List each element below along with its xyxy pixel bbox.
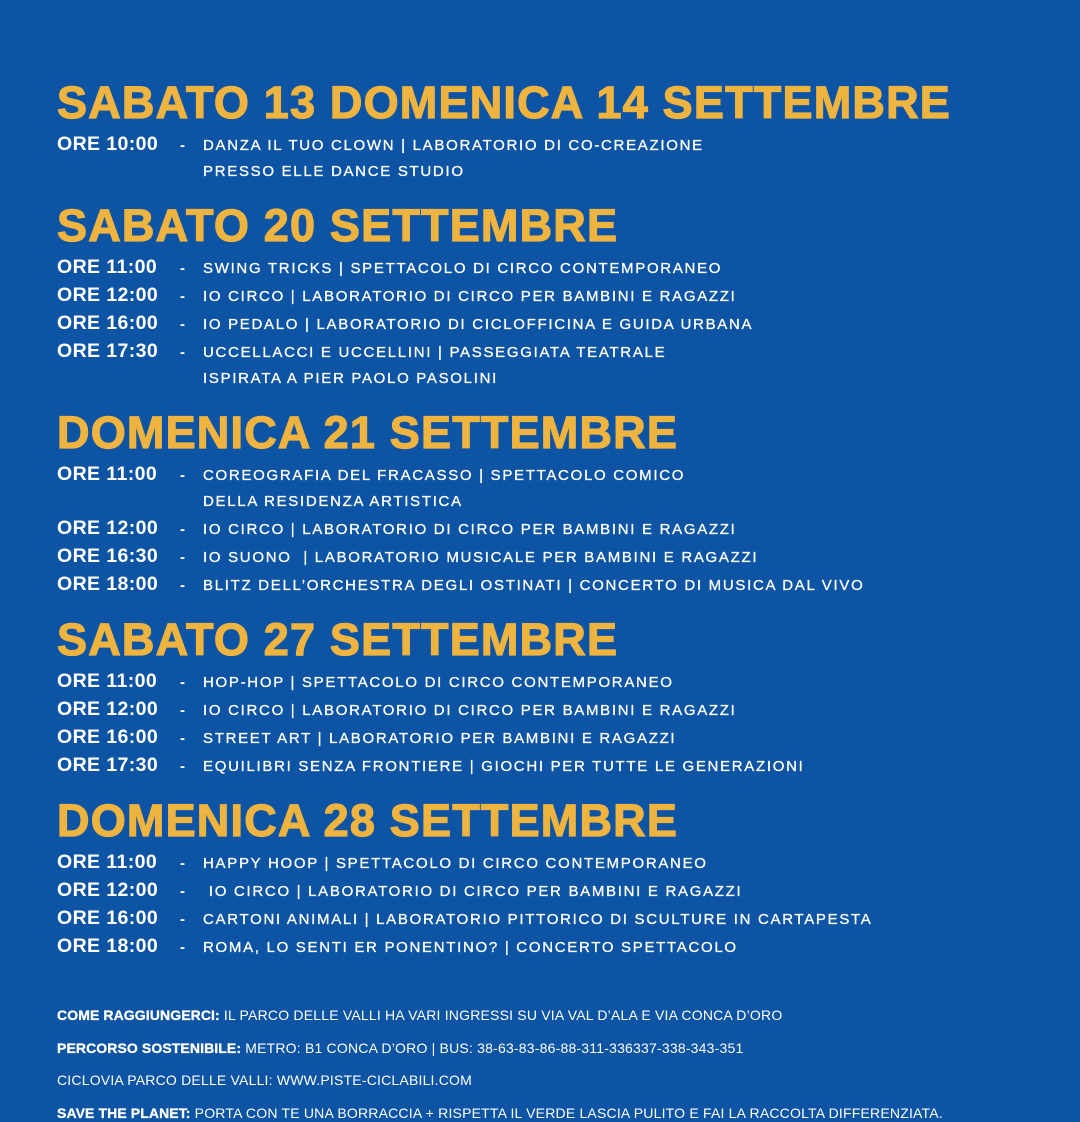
- event-row: [57, 696, 1023, 724]
- event-description: [203, 517, 737, 543]
- schedule-day-section: [57, 203, 1023, 392]
- event-time: ORE 16:00: [57, 724, 158, 750]
- dash-separator: -: [180, 545, 185, 571]
- event-time: ORE 18:00: [57, 571, 158, 597]
- event-description: [203, 312, 753, 338]
- event-time-cell: [57, 905, 203, 933]
- day-heading: SABATO 13 DOMENICA 14 SETTEMBRE: [57, 80, 1023, 125]
- event-description: [203, 851, 708, 877]
- event-time-cell: [57, 668, 203, 696]
- schedule-day-section: [57, 798, 1023, 961]
- dash-separator: -: [180, 851, 185, 877]
- event-description: [203, 670, 674, 696]
- event-description-line: DANZA IL TUO CLOWN | LABORATORIO DI CO-CREAZIONE: [203, 133, 704, 159]
- event-list: [57, 131, 1023, 185]
- event-description: [203, 879, 742, 905]
- footer-label: SAVE THE PLANET:: [57, 1105, 191, 1121]
- event-row: [57, 724, 1023, 752]
- dash-separator: -: [180, 670, 185, 696]
- footer-info: [57, 1006, 1023, 1122]
- event-description-line: IO CIRCO | LABORATORIO DI CIRCO PER BAMBINI E RAGAZZI: [203, 879, 742, 905]
- dash-separator: -: [180, 907, 185, 933]
- event-time-cell: [57, 515, 203, 543]
- event-description: [203, 545, 758, 571]
- event-row: [57, 131, 1023, 185]
- schedule-day-section: [57, 80, 1023, 185]
- footer-line-cycleway: [57, 1071, 1023, 1090]
- event-time: ORE 16:00: [57, 310, 158, 336]
- event-description-line: ROMA, LO SENTI ER PONENTINO? | CONCERTO SPETTACOLO: [203, 935, 738, 961]
- footer-text: IL PARCO DELLE VALLI HA VARI INGRESSI SU VIA VAL D’ALA E VIA CONCA D’ORO: [220, 1007, 783, 1023]
- event-description: [203, 935, 738, 961]
- event-description-line: UCCELLACCI E UCCELLINI | PASSEGGIATA TEATRALE: [203, 340, 666, 366]
- event-time-cell: [57, 254, 203, 282]
- event-time-cell: [57, 131, 203, 159]
- event-time-cell: [57, 696, 203, 724]
- schedule-day-section: [57, 617, 1023, 780]
- dash-separator: -: [180, 256, 185, 282]
- footer-line-directions: [57, 1006, 1023, 1025]
- event-time: ORE 11:00: [57, 461, 157, 487]
- event-description-line: IO CIRCO | LABORATORIO DI CIRCO PER BAMBINI E RAGAZZI: [203, 517, 737, 543]
- event-row: [57, 905, 1023, 933]
- dash-separator: -: [180, 879, 185, 905]
- event-description-line: PRESSO ELLE DANCE STUDIO: [203, 159, 704, 185]
- footer-label: COME RAGGIUNGERCI:: [57, 1007, 220, 1023]
- event-description-line: IO SUONO | LABORATORIO MUSICALE PER BAMBINI E RAGAZZI: [203, 545, 758, 571]
- event-row: [57, 849, 1023, 877]
- event-time-cell: [57, 310, 203, 338]
- footer-label: PERCORSO SOSTENIBILE:: [57, 1040, 241, 1056]
- footer-text: PORTA CON TE UNA BORRACCIA + RISPETTA IL VERDE LASCIA PULITO E FAI LA RACCOLTA DIFFERENZIATA.: [191, 1105, 943, 1121]
- event-description-line: SWING TRICKS | SPETTACOLO DI CIRCO CONTEMPORANEO: [203, 256, 722, 282]
- event-time: ORE 12:00: [57, 877, 158, 903]
- event-description: [203, 340, 666, 392]
- event-row: [57, 571, 1023, 599]
- dash-separator: -: [180, 698, 185, 724]
- event-row: [57, 282, 1023, 310]
- event-description-line: STREET ART | LABORATORIO PER BAMBINI E RAGAZZI: [203, 726, 676, 752]
- event-row: [57, 933, 1023, 961]
- event-description: [203, 698, 737, 724]
- event-description: [203, 284, 737, 310]
- event-time: ORE 12:00: [57, 515, 158, 541]
- event-description: [203, 726, 676, 752]
- event-time-cell: [57, 724, 203, 752]
- footer-line-sustainable-route: [57, 1039, 1023, 1058]
- event-row: [57, 668, 1023, 696]
- event-time-cell: [57, 933, 203, 961]
- event-time: ORE 11:00: [57, 849, 157, 875]
- schedule-day-section: [57, 410, 1023, 599]
- event-description-line: HAPPY HOOP | SPETTACOLO DI CIRCO CONTEMPORANEO: [203, 851, 708, 877]
- event-time: ORE 16:30: [57, 543, 158, 569]
- dash-separator: -: [180, 312, 185, 338]
- event-time: ORE 18:00: [57, 933, 158, 959]
- event-time: ORE 17:30: [57, 338, 158, 364]
- event-description-line: IO CIRCO | LABORATORIO DI CIRCO PER BAMBINI E RAGAZZI: [203, 284, 737, 310]
- event-row: [57, 877, 1023, 905]
- footer-text: METRO: B1 CONCA D’ORO | BUS: 38-63-83-86-88-311-336337-338-343-351: [241, 1040, 743, 1056]
- footer-line-save-the-planet: [57, 1104, 1023, 1122]
- event-time: ORE 16:00: [57, 905, 158, 931]
- event-description: [203, 907, 873, 933]
- dash-separator: -: [180, 133, 185, 159]
- event-time-cell: [57, 282, 203, 310]
- event-description-line: IO PEDALO | LABORATORIO DI CICLOFFICINA E GUIDA URBANA: [203, 312, 753, 338]
- event-time: ORE 12:00: [57, 282, 158, 308]
- event-row: [57, 543, 1023, 571]
- day-heading: SABATO 27 SETTEMBRE: [57, 617, 1023, 662]
- day-heading: DOMENICA 21 SETTEMBRE: [57, 410, 1023, 455]
- event-row: [57, 752, 1023, 780]
- event-time-cell: [57, 461, 203, 489]
- event-description-line: HOP-HOP | SPETTACOLO DI CIRCO CONTEMPORANEO: [203, 670, 674, 696]
- event-time-cell: [57, 543, 203, 571]
- event-time-cell: [57, 338, 203, 366]
- event-description-line: BLITZ DELL’ORCHESTRA DEGLI OSTINATI | CONCERTO DI MUSICA DAL VIVO: [203, 573, 864, 599]
- event-time-cell: [57, 849, 203, 877]
- dash-separator: -: [180, 754, 185, 780]
- event-description: [203, 754, 805, 780]
- footer-text: CICLOVIA PARCO DELLE VALLI: WWW.PISTE-CICLABILI.COM: [57, 1072, 472, 1088]
- event-description: [203, 256, 722, 282]
- dash-separator: -: [180, 935, 185, 961]
- dash-separator: -: [180, 340, 185, 366]
- event-description-line: COREOGRAFIA DEL FRACASSO | SPETTACOLO COMICO: [203, 463, 685, 489]
- event-time: ORE 17:30: [57, 752, 158, 778]
- event-row: [57, 338, 1023, 392]
- dash-separator: -: [180, 573, 185, 599]
- schedule: [57, 80, 1023, 961]
- dash-separator: -: [180, 463, 185, 489]
- event-description: [203, 573, 864, 599]
- dash-separator: -: [180, 517, 185, 543]
- event-list: [57, 254, 1023, 392]
- event-time: ORE 10:00: [57, 131, 158, 157]
- event-description: [203, 463, 685, 515]
- event-list: [57, 668, 1023, 780]
- event-description-line: EQUILIBRI SENZA FRONTIERE | GIOCHI PER TUTTE LE GENERAZIONI: [203, 754, 805, 780]
- event-time-cell: [57, 752, 203, 780]
- event-list: [57, 461, 1023, 599]
- event-description-line: ISPIRATA A PIER PAOLO PASOLINI: [203, 366, 666, 392]
- event-description-line: IO CIRCO | LABORATORIO DI CIRCO PER BAMBINI E RAGAZZI: [203, 698, 737, 724]
- event-list: [57, 849, 1023, 961]
- event-time: ORE 11:00: [57, 668, 157, 694]
- event-row: [57, 254, 1023, 282]
- event-row: [57, 461, 1023, 515]
- event-row: [57, 515, 1023, 543]
- event-time: ORE 11:00: [57, 254, 157, 280]
- dash-separator: -: [180, 284, 185, 310]
- event-description-line: DELLA RESIDENZA ARTISTICA: [203, 489, 685, 515]
- event-description-line: CARTONI ANIMALI | LABORATORIO PITTORICO DI SCULTURE IN CARTAPESTA: [203, 907, 873, 933]
- day-heading: SABATO 20 SETTEMBRE: [57, 203, 1023, 248]
- event-row: [57, 310, 1023, 338]
- day-heading: DOMENICA 28 SETTEMBRE: [57, 798, 1023, 843]
- event-description: [203, 133, 704, 185]
- event-time: ORE 12:00: [57, 696, 158, 722]
- event-time-cell: [57, 571, 203, 599]
- dash-separator: -: [180, 726, 185, 752]
- event-time-cell: [57, 877, 203, 905]
